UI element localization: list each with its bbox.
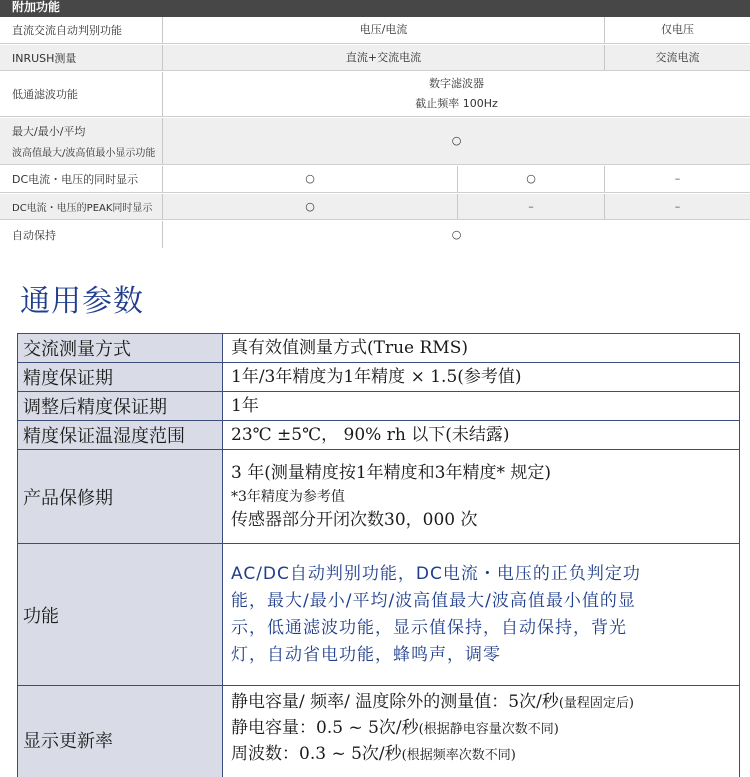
- supported-mark: ○: [451, 134, 462, 147]
- cell-value: [604, 166, 750, 192]
- param-value: 静电容量/ 频率/ 温度除外的测量值：5次/秒(量程固定后) 静电容量：0.5 ~ 5次/秒(根据静电容量次数不同) 周波数：0.3 ~ 5次/秒(根据频率次数不同): [231, 692, 634, 764]
- supported-mark: ○: [451, 227, 462, 241]
- cutoff-frequency-text: 截止频率 100Hz: [415, 97, 498, 110]
- row-label: 最大/最小/平均 波高值最大/波高值最小显示功能: [12, 125, 156, 159]
- param-value: 23℃ ±5℃， 90% rh 以下(未结露): [231, 424, 510, 445]
- param-key: 调整后精度保证期: [18, 392, 223, 420]
- param-value: 1年: [231, 395, 259, 416]
- row-label: 直流交流自动判别功能: [12, 24, 122, 37]
- cell-value: [457, 194, 604, 219]
- general-params-table: [17, 333, 740, 777]
- table-row: [18, 450, 739, 544]
- cell-value: [162, 221, 750, 248]
- cell-value: [162, 118, 750, 164]
- filter-type-text: 数字滤波器: [429, 77, 484, 90]
- cell-value: 电压/电流: [162, 17, 604, 43]
- param-value: 1年/3年精度为1年精度 × 1.5(参考值): [231, 366, 522, 387]
- row-label: INRUSH测量: [12, 51, 77, 65]
- param-key: 精度保证温湿度范围: [18, 421, 223, 449]
- cell-value: 仅电压: [604, 17, 750, 43]
- param-key: 交流测量方式: [18, 334, 223, 362]
- param-key: 产品保修期: [18, 450, 223, 543]
- table-row: [0, 194, 750, 220]
- cell-value: 交流电流: [604, 45, 750, 70]
- table-row: [18, 686, 739, 777]
- cell-value: [162, 72, 750, 116]
- additional-functions-header: 附加功能: [0, 0, 750, 17]
- table-row: [0, 72, 750, 117]
- unsupported-mark: –: [674, 199, 681, 213]
- param-value: AC/DC自动判别功能，DC电流・电压的正负判定功 能，最大/最小/平均/波高值最大/波高值最小值的显 示，低通滤波功能，显示值保持，自动保持，背光 灯，自动省电功能，蜂鸣声，调零: [231, 563, 641, 665]
- table-row: [0, 118, 750, 165]
- unsupported-mark: –: [674, 172, 681, 185]
- table-row: [0, 221, 750, 248]
- section-title: 通用参数: [20, 284, 144, 319]
- table-row: [0, 166, 750, 193]
- param-key: 功能: [18, 544, 223, 685]
- supported-mark: ○: [305, 172, 315, 185]
- row-label: DC电流・电压的同时显示: [12, 173, 139, 186]
- param-value: 3 年(测量精度按1年精度和3年精度* 规定) *3年精度为参考值 传感器部分开闭次数30，000 次: [231, 462, 552, 530]
- table-row: [0, 45, 750, 71]
- supported-mark: ○: [526, 172, 536, 185]
- cell-value: [162, 166, 457, 192]
- param-value: 真有效值测量方式(True RMS): [231, 337, 468, 358]
- table-row: [18, 421, 739, 450]
- row-label: 自动保持: [12, 228, 56, 242]
- param-key: 精度保证期: [18, 363, 223, 391]
- row-label: DC电流・电压的PEAK同时显示: [12, 203, 153, 214]
- table-row: [0, 17, 750, 44]
- row-label: 低通滤波功能: [12, 88, 78, 101]
- param-key: 显示更新率: [18, 686, 223, 777]
- cell-value: [457, 166, 604, 192]
- cell-value: [604, 194, 750, 219]
- cell-value: 直流+交流电流: [162, 45, 604, 70]
- cell-value: [162, 194, 457, 219]
- unsupported-mark: –: [528, 199, 534, 213]
- table-row: [18, 544, 739, 686]
- table-row: [18, 392, 739, 421]
- table-row: [18, 363, 739, 392]
- supported-mark: ○: [305, 199, 315, 213]
- table-row: [18, 334, 739, 363]
